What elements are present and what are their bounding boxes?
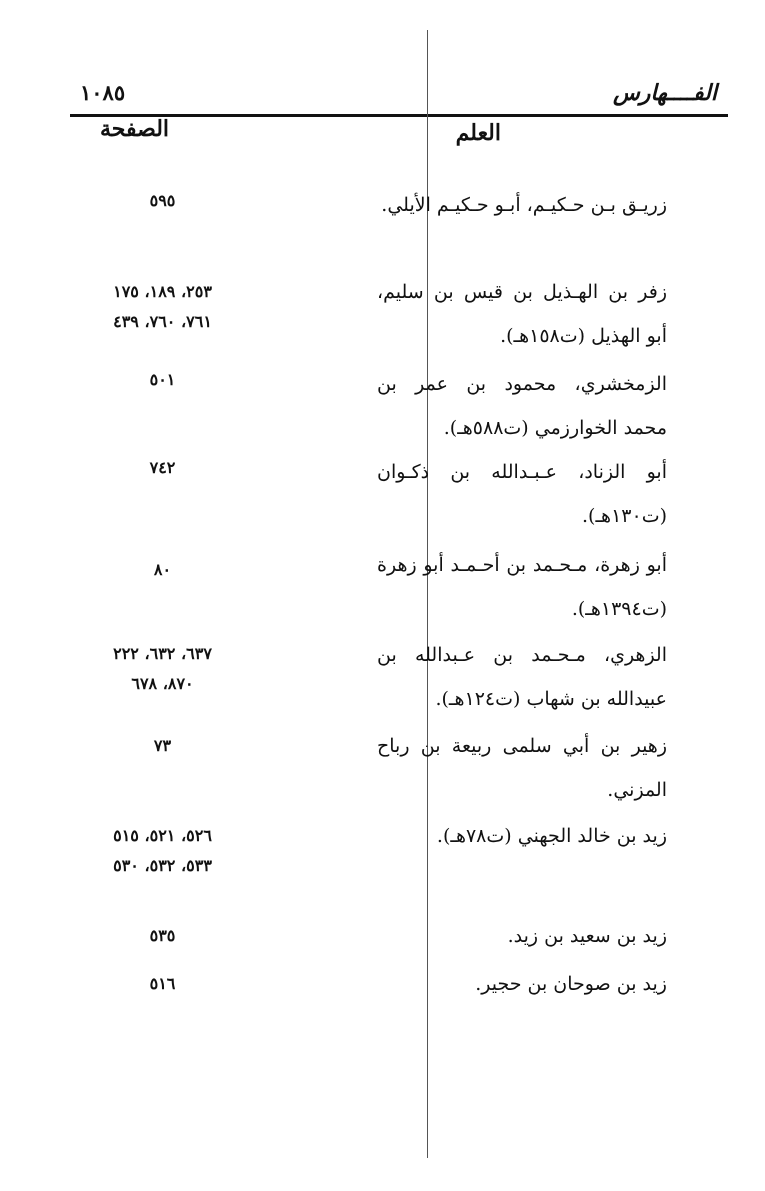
page-list-line: ٧٣ [153, 736, 172, 755]
page-list-line: ٥١٦ [149, 974, 176, 993]
entry-name: الزمخشري، محمود بن عمر بن محمد الخوارزمي (ت٥٨٨هـ). [377, 373, 667, 439]
entry-name: أبو الزناد، عـبـدالله بن ذكـوان (ت١٣٠هـ). [377, 461, 667, 527]
column-header-pages: الصفحة [100, 116, 170, 142]
entry-name: زريـق بـن حـكيـم، أبـو حـكيـم الأيلي. [381, 194, 667, 216]
page-list-line: ٧٦١، ٧٦٠، ٤٣٩ [113, 312, 212, 331]
entry-name: زيد بن صوحان بن حجير. [475, 973, 667, 995]
entry-pages [70, 453, 255, 483]
page-list-line: ٦٣٧، ٦٣٢، ٢٢٢ [113, 644, 212, 663]
entry-pages [70, 731, 255, 761]
entry-pages [70, 277, 255, 337]
entry-pages [70, 555, 255, 585]
entry-pages [70, 821, 255, 881]
page-list-line: ٥٩٥ [149, 191, 176, 210]
column-header-name: العلم [455, 120, 501, 146]
page-list-line: ٥٣٣، ٥٣٢، ٥٣٠ [113, 856, 212, 875]
entry-name: زيد بن سعيد بن زيد. [507, 925, 667, 947]
entry-name: زيد بن خالد الجهني (ت٧٨هـ). [436, 825, 667, 847]
page-number: ١٠٨٥ [80, 80, 126, 105]
entry-name: الزهري، مـحـمد بن عـبدالله بن عبيدالله بن شهاب (ت١٢٤هـ). [377, 644, 667, 710]
page-list-line: ٨٠ [153, 560, 172, 579]
entry-pages [70, 365, 255, 395]
page-list-line: ٥٣٥ [149, 926, 176, 945]
entry-name: أبو زهرة، مـحـمد بن أحـمـد أبو زهرة (ت١٣٩٤هـ). [377, 554, 667, 620]
running-title: الفــــهارس [612, 80, 717, 106]
page-list-line: ٨٧٠، ٦٧٨ [131, 674, 194, 693]
entry-pages [70, 186, 255, 216]
entry-name: زهير بن أبي سلمى ربيعة بن رباح المزني. [377, 735, 667, 801]
entry-pages [70, 639, 255, 699]
page-list-line: ٥٢٦، ٥٢١، ٥١٥ [113, 826, 212, 845]
entry-name: زفر بن الهـذيل بن قيس بن سليم، أبو الهذيل (ت١٥٨هـ). [377, 281, 667, 347]
page-list-line: ٢٥٣، ١٨٩، ١٧٥ [113, 282, 212, 301]
entry-pages [70, 969, 255, 999]
page-list-line: ٧٤٢ [149, 458, 176, 477]
page-list-line: ٥٠١ [149, 370, 176, 389]
entry-pages [70, 921, 255, 951]
